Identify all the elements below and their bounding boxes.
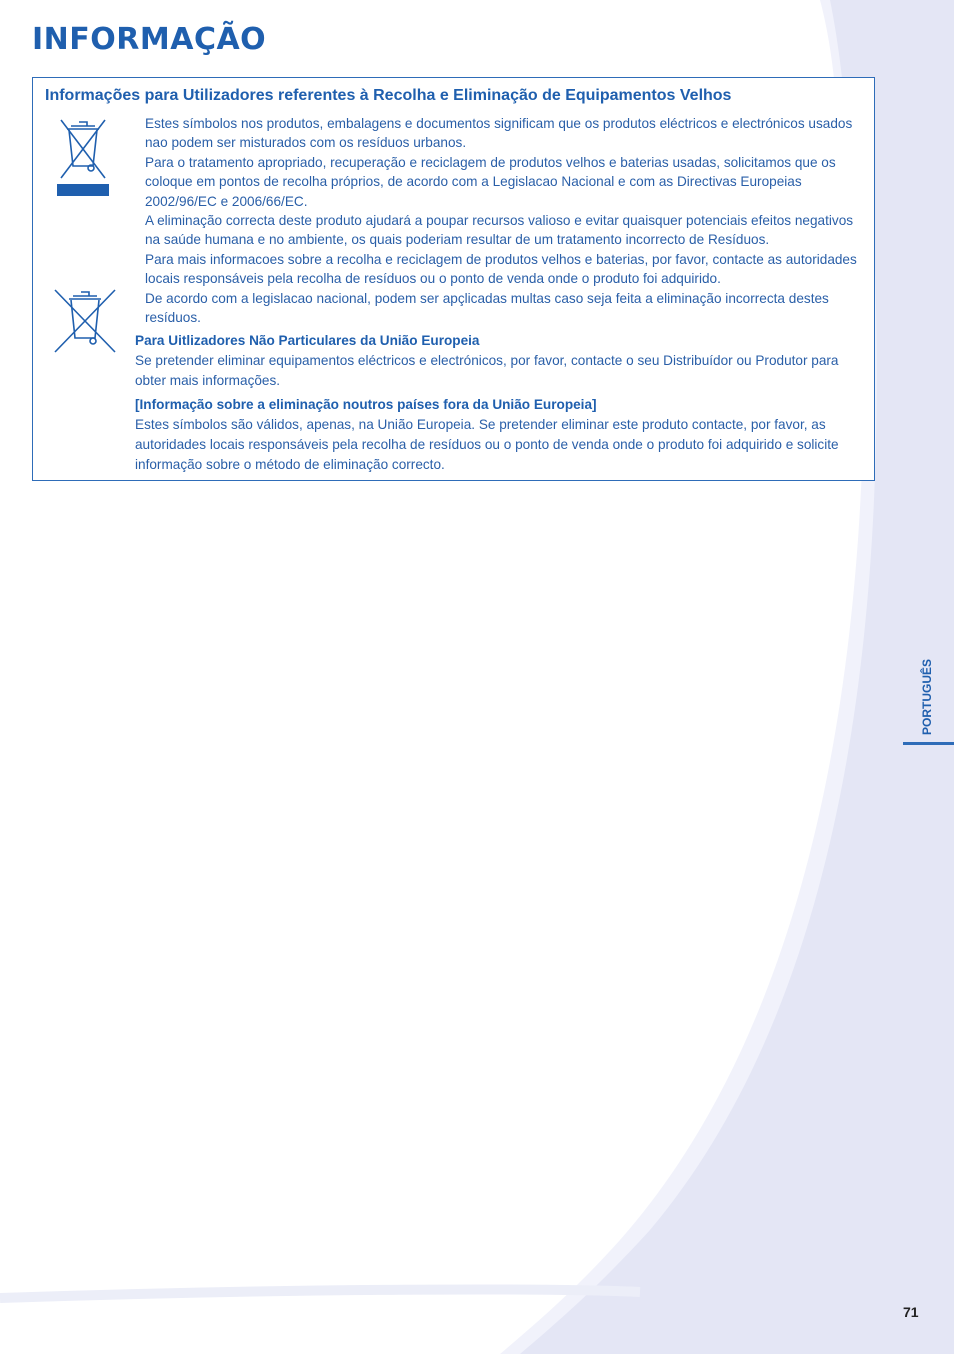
non-private-users-heading: Para Uitlizadores Não Particulares da União Europeia bbox=[135, 333, 480, 348]
paragraph: De acordo com a legislacao nacional, podem ser apçlicadas multas caso seja feita a eliminação incorrecta destes resíduos. bbox=[145, 290, 829, 326]
intro-text bbox=[145, 114, 865, 327]
non-private-users-section bbox=[135, 331, 867, 391]
language-tab-label: PORTUGUÊS bbox=[920, 658, 934, 736]
page-number: 71 bbox=[903, 1304, 919, 1320]
paragraph: Estes símbolos nos produtos, embalagens e documentos significam que os produtos eléctricos e electrónicos usados nao podem ser misturados com os resíduos urbanos. bbox=[145, 116, 853, 151]
outside-eu-text: Estes símbolos são válidos, apenas, na União Europeia. Se pretender eliminar este produto contacte, por favor, as autoridades locais responsáveis pela recolha de resíduos ou o ponto de venda onde o produto foi adquirido e solicite informação sobre o método de eliminação correcto. bbox=[135, 417, 839, 472]
paragraph: Para mais informacoes sobre a recolha e reciclagem de produtos velhos e baterias, por favor, contacte as autoridades locais responsáveis pela recolha de resíduos ou o ponto de venda onde o produto foi adquirido. bbox=[145, 251, 857, 287]
paragraph: Para o tratamento apropriado, recuperação e reciclagem de produtos velhos e baterias usadas, solicitamos que os coloque em pontos de recolha próprios, de acordo com a Legislacao Nacional e com as Directivas Europeias 2002/96/EC e 2006/66/EC. bbox=[145, 154, 836, 209]
language-tab-underline bbox=[903, 742, 954, 745]
paragraph: A eliminação correcta deste produto ajudará a poupar recursos valioso e evitar quaisquer potenciais efeitos negativos na saúde humana e no ambiente, os quais poderiam resultar de um tratamento incorrecto de Resíduos. bbox=[145, 213, 854, 248]
crossed-out-wheelie-bin-icon bbox=[55, 116, 111, 200]
crossed-out-wheelie-bin-battery-icon bbox=[51, 286, 119, 356]
disposal-heading: Informações para Utilizadores referentes à Recolha e Eliminação de Equipamentos Velhos bbox=[45, 87, 732, 104]
page-title: INFORMAÇÃO bbox=[32, 22, 267, 57]
non-private-users-text: Se pretender eliminar equipamentos eléctricos e electrónicos, por favor, contacte o seu Distribuídor ou Produtor para obter mais informações. bbox=[135, 353, 839, 388]
outside-eu-heading: [Informação sobre a eliminação noutros países fora da União Europeia] bbox=[135, 397, 597, 412]
disposal-info-box bbox=[32, 77, 875, 481]
language-tab bbox=[903, 649, 953, 745]
outside-eu-section bbox=[135, 395, 867, 475]
